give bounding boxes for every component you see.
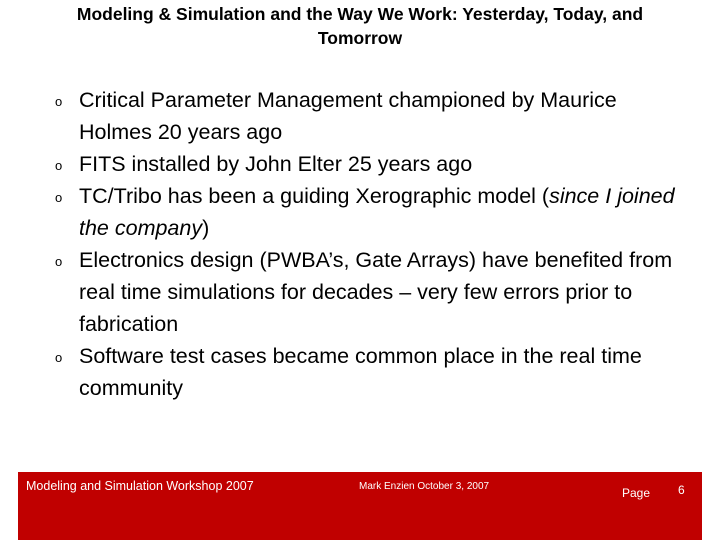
slide-title-line-2: Tomorrow <box>317 28 403 48</box>
bullet-marker-icon: o <box>55 350 63 365</box>
bullet-item <box>50 180 690 244</box>
slide-title <box>10 2 710 50</box>
bullet-item <box>50 340 690 404</box>
bullet-text: TC/Tribo has been a guiding Xerographic model ( <box>79 184 550 208</box>
footer-workshop-title: Modeling and Simulation Workshop 2007 <box>26 479 254 493</box>
bullet-marker-icon: o <box>55 158 63 173</box>
bullet-text: Critical Parameter Management championed by Maurice Holmes 20 years ago <box>79 88 617 144</box>
bullet-text: Electronics design (PWBA’s, Gate Arrays) have benefited from real time simulations for decades – very few errors prior to fabrication <box>79 248 673 336</box>
bullet-marker-icon: o <box>55 190 63 205</box>
bullet-list <box>50 84 690 404</box>
footer-page-label: Page <box>622 486 651 500</box>
bullet-item <box>50 84 690 148</box>
bullet-text: Software test cases became common place in the real time community <box>79 344 642 400</box>
bullet-marker-icon: o <box>55 254 63 269</box>
footer-author-date: Mark Enzien October 3, 2007 <box>359 481 490 492</box>
slide-title-line-1: Modeling & Simulation and the Way We Work: Yesterday, Today, and <box>76 4 644 24</box>
bullet-item <box>50 148 690 180</box>
bullet-text: FITS installed by John Elter 25 years ago <box>79 152 473 176</box>
bullet-text: ) <box>202 216 210 240</box>
bullet-item <box>50 244 690 340</box>
footer-page-number: 6 <box>678 483 685 497</box>
bullet-text: since I joined the company <box>79 184 675 240</box>
bullet-marker-icon: o <box>55 94 63 109</box>
footer-bar <box>18 472 702 540</box>
